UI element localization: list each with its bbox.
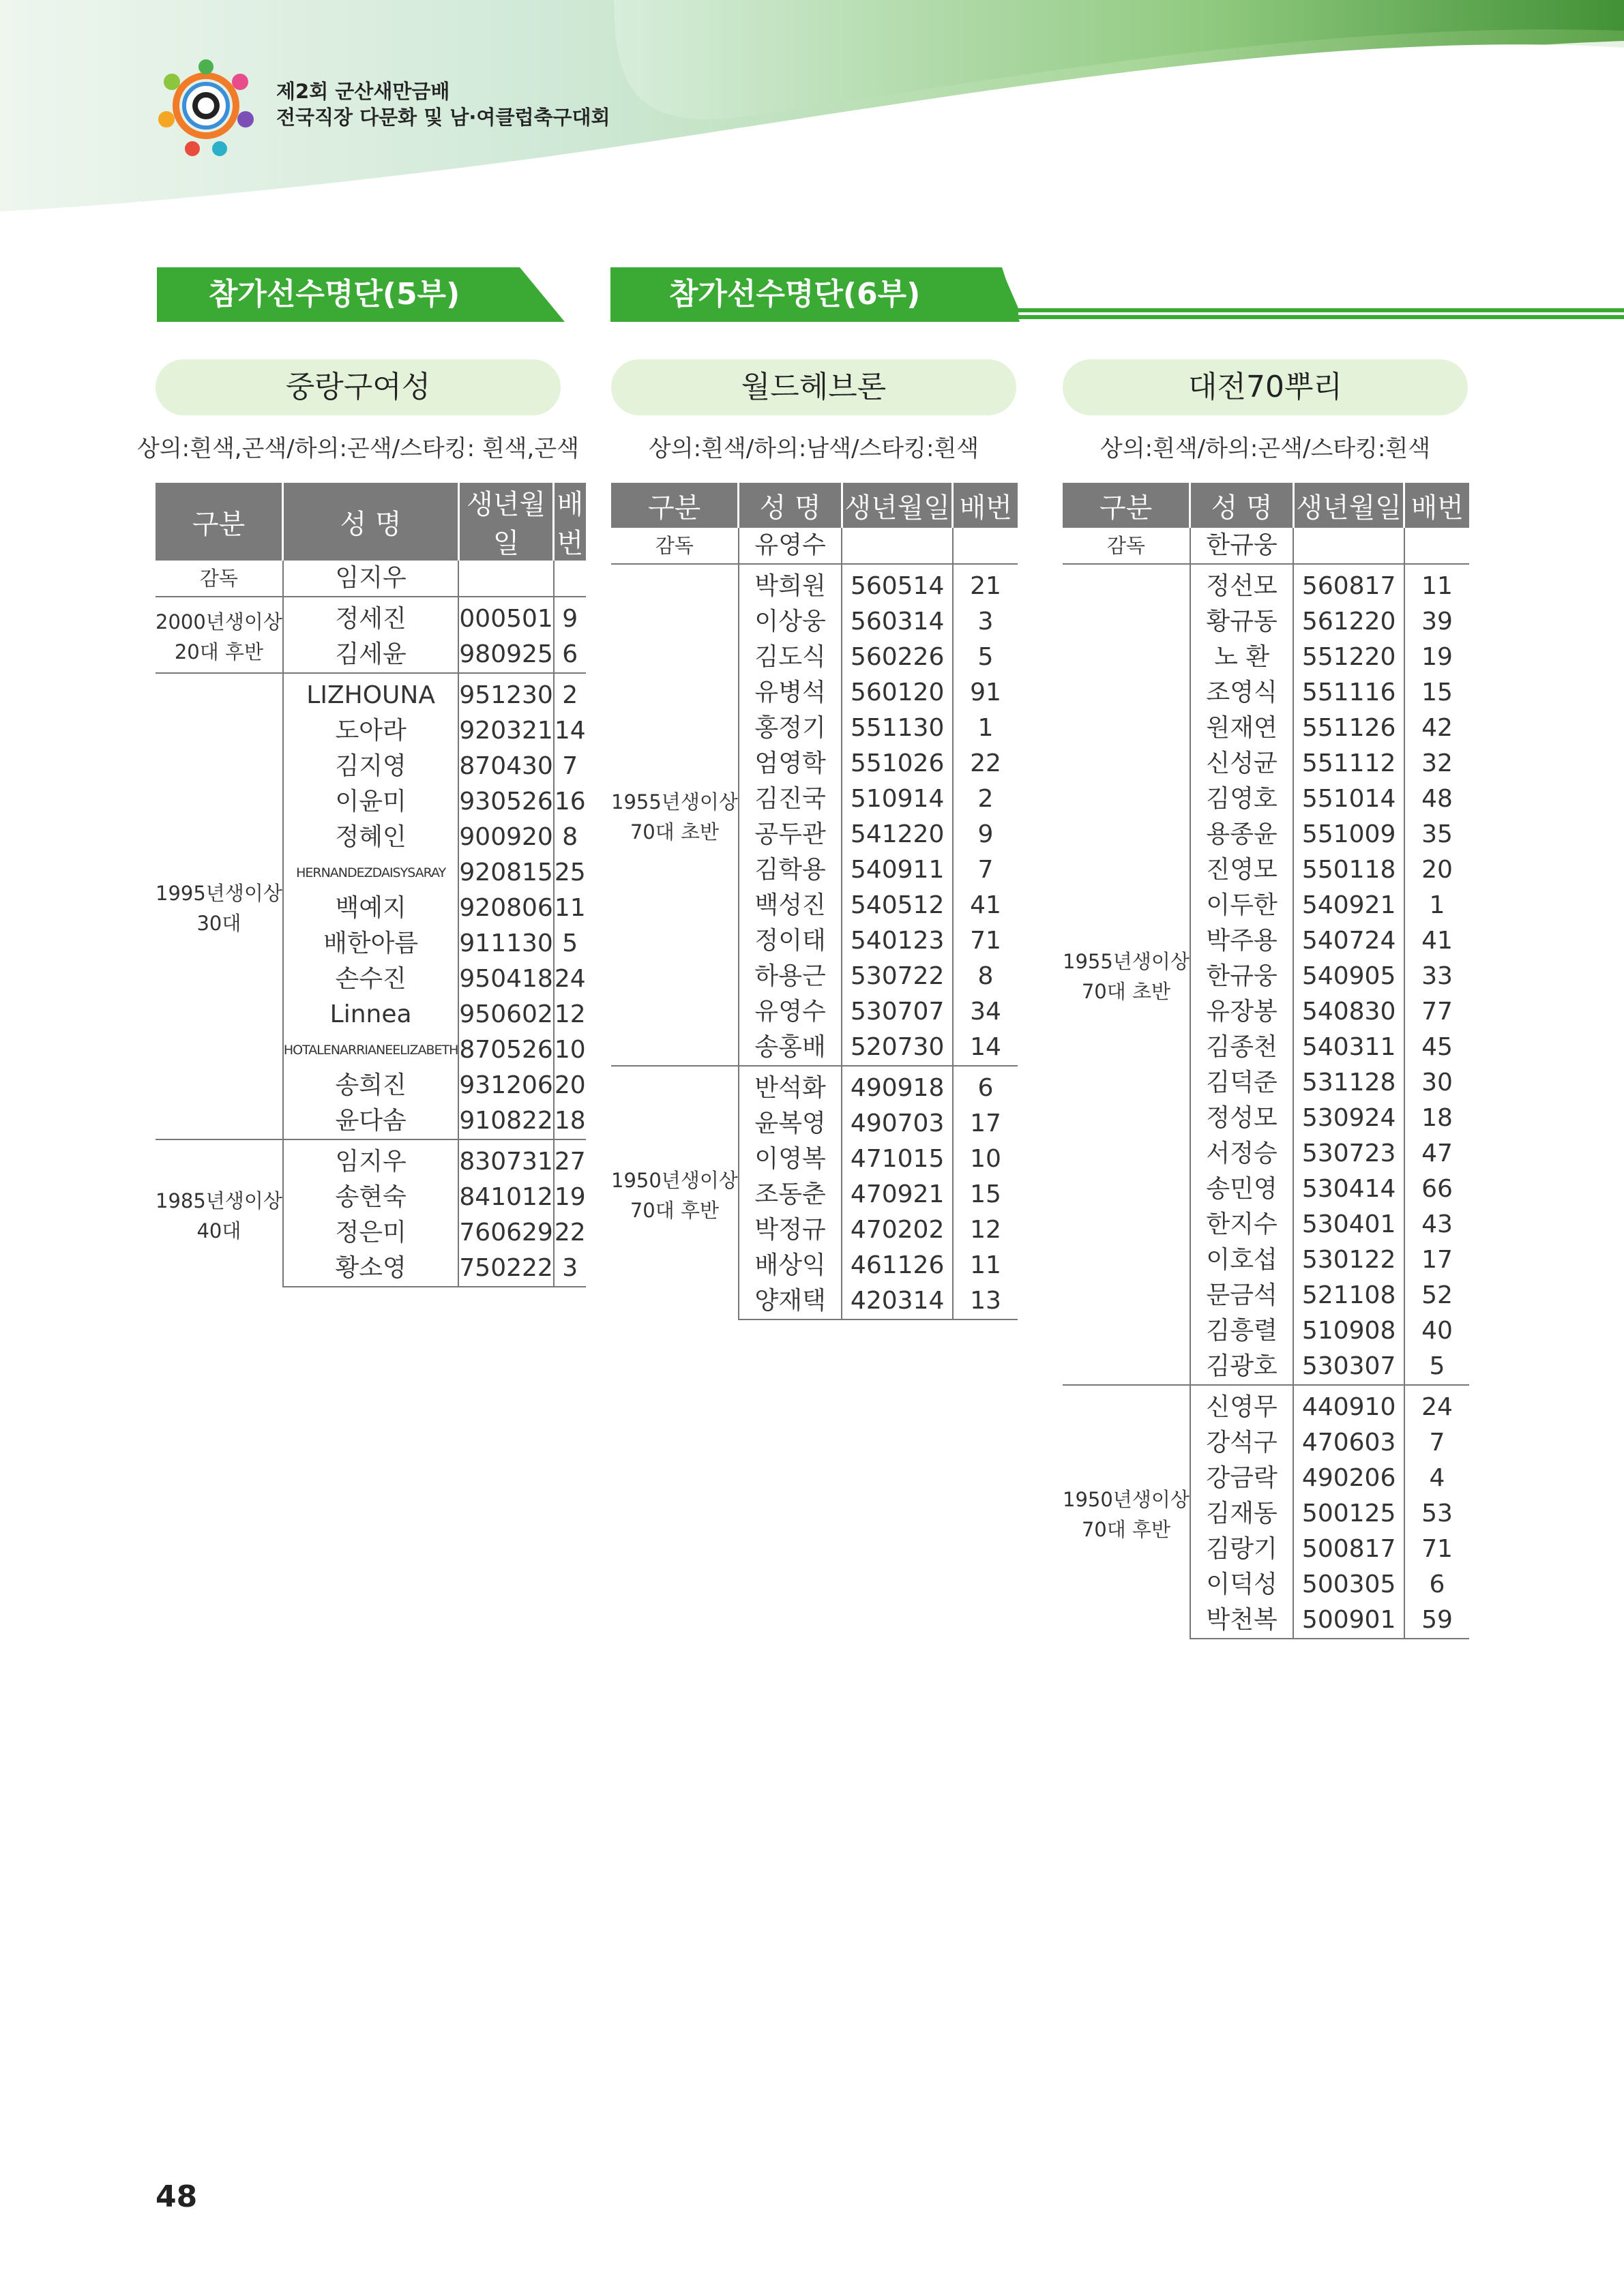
player-name: 이영복: [739, 1142, 842, 1177]
player-name: 송홍배: [739, 1030, 842, 1066]
coach-birthdate: [1293, 528, 1404, 564]
uniform-info: 상의:흰색,곤색/하의:곤색/스타킹: 흰색,곤색: [136, 435, 580, 462]
player-number: 19: [1421, 643, 1453, 671]
player-name: 김재동: [1190, 1496, 1293, 1532]
player-number: 7: [562, 752, 578, 780]
player-number: 27: [554, 1139, 586, 1180]
player-number: 5: [1429, 1352, 1445, 1380]
coach-birthdate: [842, 528, 953, 564]
player-number: 77: [1421, 998, 1453, 1026]
player-number: 18: [1421, 1104, 1453, 1132]
player-number: 41: [1421, 927, 1453, 955]
player-name: 김세윤: [283, 637, 459, 673]
player-number: 5: [562, 929, 578, 957]
column-header: 생년월일: [458, 483, 553, 561]
column-header: 성 명: [739, 483, 842, 528]
player-name: 진영모: [1190, 852, 1293, 888]
player-name: 서정승: [1190, 1136, 1293, 1172]
player-name: 하용근: [739, 959, 842, 994]
player-birthdate: 540512: [842, 888, 953, 923]
player-birthdate: 560226: [842, 640, 953, 675]
event-title-line1: 제2회 군산새만금배: [276, 80, 450, 103]
player-number: 8: [977, 962, 994, 990]
player-birthdate: 490918: [842, 1066, 953, 1106]
player-number: 9: [554, 597, 586, 637]
player-row: [611, 564, 1018, 604]
player-name: 백예지: [283, 891, 459, 926]
player-birthdate: 541220: [842, 817, 953, 852]
player-birthdate: 500125: [1293, 1496, 1404, 1532]
roster-table: [611, 483, 1018, 1320]
player-birthdate: 520730: [842, 1030, 953, 1066]
player-number: 43: [1421, 1210, 1453, 1238]
player-number: 7: [1429, 1429, 1445, 1457]
header-banner: [0, 0, 1624, 218]
player-name: 정이태: [739, 923, 842, 959]
table-header-row: [1063, 483, 1469, 528]
player-number: 11: [970, 1251, 1001, 1279]
player-number: 39: [1421, 608, 1453, 636]
player-name: 유영수: [739, 994, 842, 1030]
player-name: Linnea: [283, 997, 459, 1032]
player-number: 9: [977, 820, 994, 848]
player-birthdate: 530122: [1293, 1242, 1404, 1278]
player-birthdate: 551026: [842, 746, 953, 781]
player-name: 김랑기: [1190, 1532, 1293, 1567]
player-name: 용종윤: [1190, 817, 1293, 852]
player-name: 정은미: [283, 1215, 459, 1251]
player-number: 25: [554, 859, 586, 886]
player-name: 김도식: [739, 640, 842, 675]
player-name: 양재택: [739, 1283, 842, 1320]
player-name: LIZHOUNA: [283, 673, 459, 713]
uniform-info: 상의:흰색/하의:곤색/스타킹:흰색: [1099, 435, 1431, 462]
player-birthdate: 440910: [1293, 1385, 1404, 1425]
player-birthdate: 551009: [1293, 817, 1404, 852]
player-birthdate: 900920: [458, 820, 553, 855]
player-number: 24: [1404, 1385, 1469, 1425]
player-name: 김영호: [1190, 781, 1293, 817]
player-birthdate: 490206: [1293, 1461, 1404, 1496]
player-birthdate: 551014: [1293, 781, 1404, 817]
player-number: 3: [977, 608, 994, 636]
column-header: 생년월일: [1293, 483, 1404, 528]
roster-table: [156, 483, 586, 1287]
player-number: 6: [953, 1066, 1018, 1106]
player-birthdate: 470921: [842, 1177, 953, 1212]
coach-row: [1063, 528, 1469, 564]
coach-name: 유영수: [739, 528, 842, 564]
player-birthdate: 551220: [1293, 640, 1404, 675]
player-name: 박희원: [739, 564, 842, 604]
player-name: 유병석: [739, 675, 842, 711]
player-number: 15: [970, 1180, 1001, 1208]
player-birthdate: 530401: [1293, 1207, 1404, 1242]
player-name: 송민영: [1190, 1172, 1293, 1207]
coach-label: 감독: [611, 528, 739, 564]
player-name: 강금락: [1190, 1461, 1293, 1496]
column-header: 구분: [1063, 483, 1190, 528]
coach-name: 한규웅: [1190, 528, 1293, 564]
player-name: 송현숙: [283, 1180, 459, 1215]
player-name: 김지영: [283, 749, 459, 784]
age-group-label: 1950년생이상 70대 후반: [1063, 1385, 1190, 1639]
player-birthdate: 540123: [842, 923, 953, 959]
coach-row: [156, 561, 586, 597]
player-number: 11: [554, 894, 586, 922]
player-name: 홍정기: [739, 711, 842, 746]
player-birthdate: 510914: [842, 781, 953, 817]
player-name: 정성모: [1190, 1101, 1293, 1136]
player-name: 박주용: [1190, 923, 1293, 959]
player-birthdate: 550118: [1293, 852, 1404, 888]
player-name: 조영식: [1190, 675, 1293, 711]
section-label: 참가선수명단(6부): [668, 277, 921, 312]
player-name: 이두한: [1190, 888, 1293, 923]
coach-row: [611, 528, 1018, 564]
player-number: 45: [1421, 1033, 1453, 1061]
section-header-5: [157, 267, 566, 322]
player-birthdate: 750222: [458, 1251, 553, 1287]
column-header: 생년월일: [842, 483, 953, 528]
player-number: 30: [1421, 1069, 1453, 1097]
player-number: 42: [1421, 714, 1453, 742]
player-number: 59: [1404, 1602, 1469, 1639]
player-birthdate: 530722: [842, 959, 953, 994]
table-header-row: [156, 483, 586, 561]
player-name: 반석화: [739, 1066, 842, 1106]
age-group-label: 1955년생이상 70대 초반: [1063, 564, 1190, 1385]
table-header-row: [611, 483, 1018, 528]
player-number: 34: [970, 998, 1001, 1026]
player-number: 12: [554, 1000, 586, 1028]
player-birthdate: 530924: [1293, 1101, 1404, 1136]
coach-birthdate: [458, 561, 553, 597]
player-number: 20: [1421, 856, 1453, 884]
player-birthdate: 521108: [1293, 1278, 1404, 1313]
player-number: 71: [970, 927, 1001, 955]
player-name: 유장봉: [1190, 994, 1293, 1030]
player-name: 한규웅: [1190, 959, 1293, 994]
player-name: 신영무: [1190, 1385, 1293, 1425]
player-birthdate: 471015: [842, 1142, 953, 1177]
player-name: 원재연: [1190, 711, 1293, 746]
player-name: 김흥렬: [1190, 1313, 1293, 1349]
player-number: 3: [554, 1251, 586, 1287]
player-row: [1063, 564, 1469, 604]
player-birthdate: 551112: [1293, 746, 1404, 781]
section-header-6: [610, 267, 1624, 322]
coach-label: 감독: [1063, 528, 1190, 564]
age-group-label: 1950년생이상 70대 후반: [611, 1066, 739, 1320]
player-birthdate: 540911: [842, 852, 953, 888]
player-birthdate: 510908: [1293, 1313, 1404, 1349]
player-birthdate: 930526: [458, 784, 553, 820]
player-name: 박정규: [739, 1212, 842, 1248]
coach-name: 임지우: [283, 561, 459, 597]
player-birthdate: 551130: [842, 711, 953, 746]
player-birthdate: 461126: [842, 1248, 953, 1283]
player-name: 문금석: [1190, 1278, 1293, 1313]
player-birthdate: 540311: [1293, 1030, 1404, 1065]
player-number: 7: [977, 856, 994, 884]
player-number: 71: [1421, 1535, 1453, 1563]
coach-number: [953, 528, 1018, 564]
player-number: 22: [554, 1219, 586, 1247]
player-number: 4: [1429, 1464, 1445, 1492]
column-header: 배번: [953, 483, 1018, 528]
player-number: 11: [1404, 564, 1469, 604]
player-row: [1063, 1385, 1469, 1425]
player-name: 이호섭: [1190, 1242, 1293, 1278]
player-name: 황규동: [1190, 604, 1293, 640]
coach-number: [554, 561, 586, 597]
player-number: 17: [1421, 1246, 1453, 1274]
player-name: 정혜인: [283, 820, 459, 855]
player-name: 신성균: [1190, 746, 1293, 781]
player-birthdate: 951230: [458, 673, 553, 713]
team-name-pill: 월드헤브론: [611, 359, 1016, 415]
coach-number: [1404, 528, 1469, 564]
player-row: [156, 673, 586, 713]
player-number: 13: [953, 1283, 1018, 1320]
player-birthdate: 530307: [1293, 1349, 1404, 1385]
player-name: 한지수: [1190, 1207, 1293, 1242]
player-number: 32: [1421, 749, 1453, 777]
player-birthdate: 500817: [1293, 1532, 1404, 1567]
player-name: 배한아름: [283, 926, 459, 961]
player-birthdate: 500305: [1293, 1567, 1404, 1602]
player-row: [156, 597, 586, 637]
player-name: 김광호: [1190, 1349, 1293, 1385]
player-number: 21: [953, 564, 1018, 604]
player-birthdate: 540830: [1293, 994, 1404, 1030]
player-birthdate: 470603: [1293, 1425, 1404, 1461]
player-number: 47: [1421, 1139, 1453, 1167]
event-title: [276, 78, 610, 130]
player-birthdate: 470202: [842, 1212, 953, 1248]
player-number: 53: [1421, 1500, 1453, 1527]
player-birthdate: 931206: [458, 1068, 553, 1103]
player-birthdate: 760629: [458, 1215, 553, 1251]
column-header: 성 명: [1190, 483, 1293, 528]
player-name: 임지우: [283, 1139, 459, 1180]
player-name: 정선모: [1190, 564, 1293, 604]
team-name-pill: 대전70뿌리: [1063, 359, 1468, 415]
player-number: 18: [554, 1107, 586, 1135]
age-group-label: 1955년생이상 70대 초반: [611, 564, 739, 1066]
player-birthdate: 490703: [842, 1106, 953, 1142]
player-birthdate: 530707: [842, 994, 953, 1030]
column-header: 배번: [554, 483, 586, 561]
player-number: 6: [562, 640, 578, 668]
player-birthdate: 530414: [1293, 1172, 1404, 1207]
section-label: 참가선수명단(5부): [208, 277, 460, 312]
player-number: 19: [554, 1183, 586, 1211]
player-name: 윤다솜: [283, 1103, 459, 1139]
player-birthdate: 841012: [458, 1180, 553, 1215]
player-name: HERNANDEZDAISYSARAY: [283, 855, 459, 891]
player-birthdate: 531128: [1293, 1065, 1404, 1101]
player-number: 48: [1421, 785, 1453, 813]
player-birthdate: 540921: [1293, 888, 1404, 923]
player-birthdate: 420314: [842, 1283, 953, 1320]
player-name: 윤복영: [739, 1106, 842, 1142]
player-name: HOTALENARRIANEELIZABETH: [283, 1032, 459, 1068]
player-name: 백성진: [739, 888, 842, 923]
player-number: 52: [1421, 1281, 1453, 1309]
player-number: 35: [1421, 820, 1453, 848]
player-name: 이윤미: [283, 784, 459, 820]
player-birthdate: 530723: [1293, 1136, 1404, 1172]
player-number: 14: [554, 717, 586, 745]
player-birthdate: 911130: [458, 926, 553, 961]
age-group-label: 2000년생이상 20대 후반: [156, 597, 283, 673]
player-number: 2: [977, 785, 994, 813]
player-birthdate: 870526: [458, 1032, 553, 1068]
player-number: 2: [554, 673, 586, 713]
player-number: 14: [970, 1033, 1001, 1061]
player-birthdate: 551116: [1293, 675, 1404, 711]
player-number: 22: [970, 749, 1001, 777]
player-name: 배상익: [739, 1248, 842, 1283]
player-name: 김진국: [739, 781, 842, 817]
player-name: 강석구: [1190, 1425, 1293, 1461]
player-birthdate: 950602: [458, 997, 553, 1032]
player-birthdate: 870430: [458, 749, 553, 784]
player-birthdate: 920806: [458, 891, 553, 926]
player-birthdate: 500901: [1293, 1602, 1404, 1639]
player-number: 1: [1429, 891, 1445, 919]
uniform-info: 상의:흰색/하의:남색/스타킹:흰색: [648, 435, 979, 462]
player-number: 15: [1421, 679, 1453, 706]
player-birthdate: 920815: [458, 855, 553, 891]
player-name: 노 환: [1190, 640, 1293, 675]
player-birthdate: 910822: [458, 1103, 553, 1139]
player-number: 12: [970, 1216, 1001, 1244]
player-number: 1: [977, 714, 994, 742]
player-name: 박천복: [1190, 1602, 1293, 1639]
player-number: 40: [1421, 1317, 1453, 1345]
player-name: 김학용: [739, 852, 842, 888]
player-number: 33: [1421, 962, 1453, 990]
player-name: 황소영: [283, 1251, 459, 1287]
player-name: 엄영학: [739, 746, 842, 781]
player-name: 공두관: [739, 817, 842, 852]
player-number: 91: [970, 679, 1001, 706]
player-birthdate: 560514: [842, 564, 953, 604]
player-name: 손수진: [283, 961, 459, 997]
player-number: 8: [562, 823, 578, 851]
column-header: 구분: [611, 483, 739, 528]
player-number: 10: [970, 1145, 1001, 1173]
player-number: 24: [554, 965, 586, 993]
event-title-line2: 전국직장 다문화 및 남·여클럽축구대회: [276, 106, 610, 129]
player-name: 송희진: [283, 1068, 459, 1103]
player-birthdate: 560120: [842, 675, 953, 711]
player-name: 도아라: [283, 713, 459, 749]
player-birthdate: 920321: [458, 713, 553, 749]
player-number: 17: [970, 1109, 1001, 1137]
column-header: 배번: [1404, 483, 1469, 528]
player-birthdate: 551126: [1293, 711, 1404, 746]
player-birthdate: 830731: [458, 1139, 553, 1180]
player-number: 6: [1429, 1570, 1445, 1598]
player-row: [156, 1139, 586, 1180]
player-number: 20: [554, 1071, 586, 1099]
player-row: [611, 1066, 1018, 1106]
age-group-label: 1995년생이상 30대: [156, 673, 283, 1139]
player-number: 66: [1421, 1175, 1453, 1203]
player-birthdate: 560817: [1293, 564, 1404, 604]
player-name: 정세진: [283, 597, 459, 637]
roster-table: [1063, 483, 1469, 1639]
player-number: 41: [970, 891, 1001, 919]
coach-label: 감독: [156, 561, 283, 597]
player-birthdate: 980925: [458, 637, 553, 673]
player-birthdate: 560314: [842, 604, 953, 640]
tournament-logo: [151, 55, 261, 157]
player-number: 16: [554, 788, 586, 816]
team-name-pill: 중랑구여성: [156, 359, 561, 415]
player-birthdate: 540905: [1293, 959, 1404, 994]
column-header: 성 명: [283, 483, 459, 561]
column-header: 구분: [156, 483, 283, 561]
page-number: 48: [156, 2179, 198, 2214]
player-name: 이상웅: [739, 604, 842, 640]
player-name: 김종천: [1190, 1030, 1293, 1065]
player-name: 이덕성: [1190, 1567, 1293, 1602]
player-birthdate: 950418: [458, 961, 553, 997]
player-number: 10: [554, 1036, 586, 1064]
age-group-label: 1985년생이상 40대: [156, 1139, 283, 1287]
player-number: 5: [977, 643, 994, 671]
player-name: 조동춘: [739, 1177, 842, 1212]
player-name: 김덕준: [1190, 1065, 1293, 1101]
player-birthdate: 561220: [1293, 604, 1404, 640]
player-birthdate: 540724: [1293, 923, 1404, 959]
player-birthdate: 000501: [458, 597, 553, 637]
